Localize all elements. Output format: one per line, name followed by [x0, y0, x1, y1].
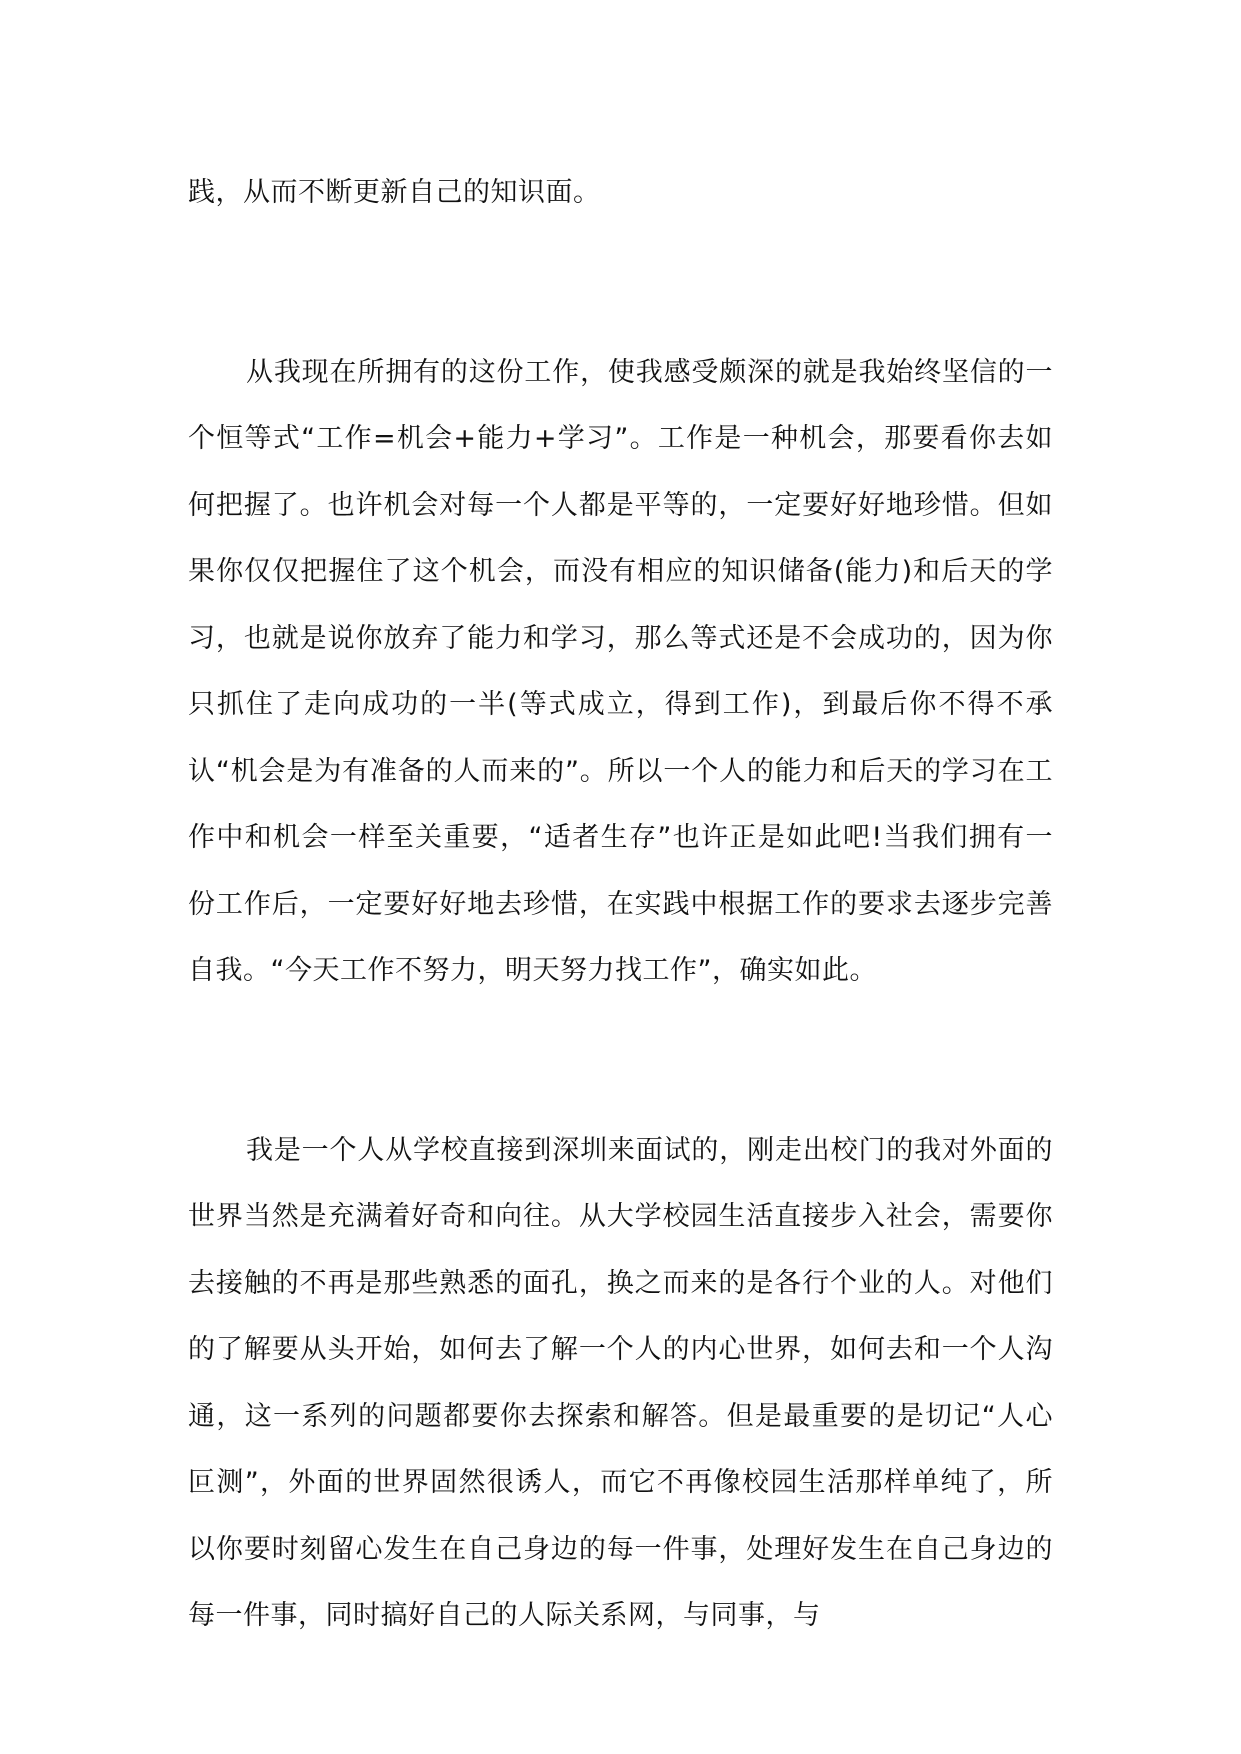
body-text — [188, 160, 1053, 1650]
paragraph-continuation: 践，从而不断更新自己的知识面。 — [188, 177, 601, 208]
paragraph-shenzhen-interview: 我是一个人从学校直接到深圳来面试的，刚走出校门的我对外面的世界当然是充满着好奇和向往。从大学校园生活直接步入社会，需要你去接触的不再是那些熟悉的面孔，换之而来的是各行个业的人。对他们的了解要从头开始，如何去了解一个人的内心世界，如何去和一个人沟通，这一系列的问题都要你去探索和解答。但是最重要的是切记“人心叵测”，外面的世界固然很诱人，而它不再像校园生活那样单纯了，所以你要时刻留心发生在自己身边的每一件事，处理好发生在自己身边的每一件事，同时搞好自己的人际关系网，与同事，与 — [188, 1134, 1053, 1631]
paragraph-work-equation: 从我现在所拥有的这份工作，使我感受颇深的就是我始终坚信的一个恒等式“工作=机会+能力+学习”。工作是一种机会，那要看你去如何把握了。也许机会对每一个人都是平等的，一定要好好地珍惜。但如果你仅仅把握住了这个机会，而没有相应的知识储备(能力)和后天的学习，也就是说你放弃了能力和学习，那么等式还是不会成功的，因为你只抓住了走向成功的一半(等式成立，得到工作)，到最后你不得不承认“机会是为有准备的人而来的”。所以一个人的能力和后天的学习在工作中和机会一样至关重要，“适者生存”也许正是如此吧!当我们拥有一份工作后，一定要好好地去珍惜，在实践中根据工作的要求去逐步完善自我。“今天工作不努力，明天努力找工作”，确实如此。 — [188, 356, 1053, 986]
